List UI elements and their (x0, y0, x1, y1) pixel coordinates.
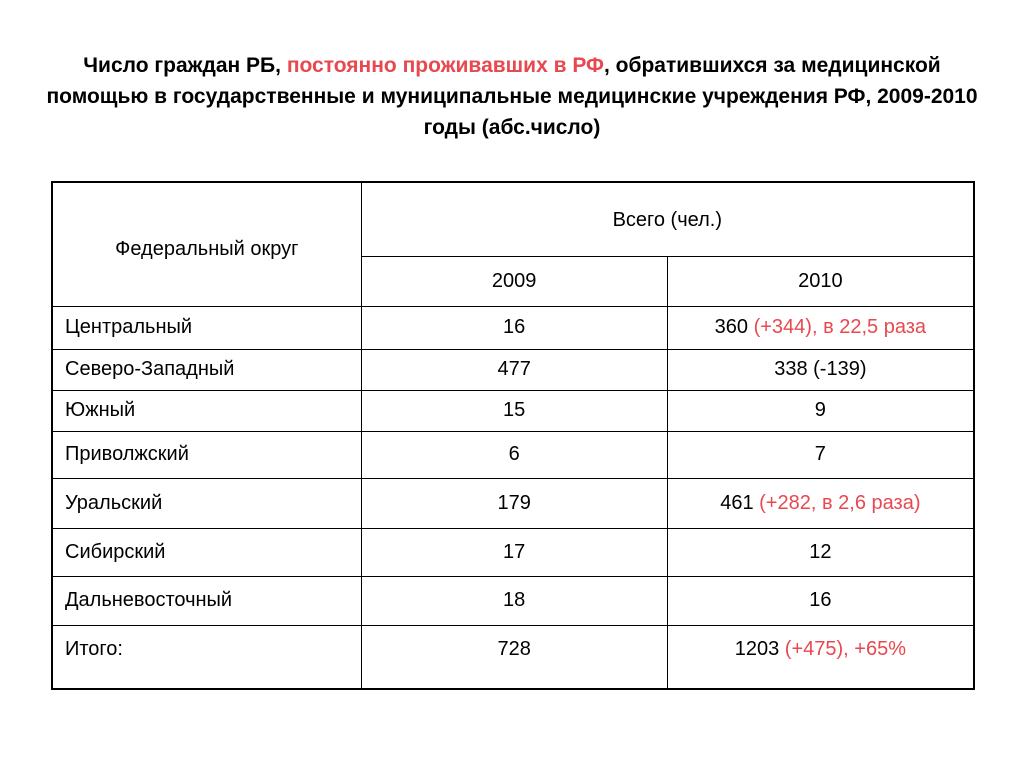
row-value-2010 (667, 478, 974, 528)
row-value-2009: 477 (361, 349, 667, 390)
header-year-2009: 2009 (361, 256, 667, 306)
header-district: Федеральный округ (52, 182, 361, 306)
row-value-2010-main: 338 (-139) (774, 358, 867, 380)
row-value-2010-change: (+475), +65% (779, 637, 906, 660)
row-district-name: Южный (52, 390, 361, 431)
table-row (52, 431, 974, 478)
row-value-2010 (667, 306, 974, 349)
row-district-name: Дальневосточный (52, 576, 361, 625)
title-part-1: Число граждан РБ, (83, 54, 287, 77)
row-district-name: Северо-Западный (52, 349, 361, 390)
row-district-name: Приволжский (52, 431, 361, 478)
table-row-total (52, 625, 974, 689)
row-value-2009: 728 (361, 625, 667, 689)
table-row (52, 576, 974, 625)
row-value-2010 (667, 349, 974, 390)
row-value-2010-main: 360 (714, 316, 749, 338)
row-value-2010-main: 7 (814, 443, 826, 465)
row-value-2009: 18 (361, 576, 667, 625)
row-value-2010-main: 9 (814, 399, 826, 421)
row-value-2010 (667, 576, 974, 625)
row-value-2010 (667, 390, 974, 431)
header-year-2010: 2010 (667, 256, 974, 306)
row-value-2009: 16 (361, 306, 667, 349)
row-value-2010-main: 461 (720, 491, 754, 514)
page-title (40, 50, 984, 143)
table-row (52, 306, 974, 349)
row-value-2009: 179 (361, 478, 667, 528)
row-value-2010-main: 12 (809, 540, 832, 563)
row-value-2010-change: (+282, в 2,6 раза) (753, 491, 921, 514)
table-row (52, 528, 974, 576)
table-row (52, 478, 974, 528)
row-value-2009: 15 (361, 390, 667, 431)
table-row (52, 390, 974, 431)
row-district-name: Итого: (52, 625, 361, 689)
title-part-2: , обратившихся за медицинской помощью в государственные и муниципальные медицинские учреждения РФ, 2009-2010 годы (абс.число) (46, 54, 978, 139)
row-value-2010-main: 1203 (734, 637, 780, 660)
table-row (52, 349, 974, 390)
row-value-2010 (667, 528, 974, 576)
row-value-2010 (667, 625, 974, 689)
row-district-name: Сибирский (52, 528, 361, 576)
data-table (51, 181, 975, 690)
header-total: Всего (чел.) (361, 182, 974, 256)
row-district-name: Центральный (52, 306, 361, 349)
row-value-2010-change: (+344), в 22,5 раза (748, 316, 927, 338)
row-district-name: Уральский (52, 478, 361, 528)
title-highlight: постоянно проживавших в РФ (286, 54, 604, 77)
row-value-2010-main: 16 (809, 589, 832, 611)
row-value-2009: 17 (361, 528, 667, 576)
row-value-2010 (667, 431, 974, 478)
row-value-2009: 6 (361, 431, 667, 478)
